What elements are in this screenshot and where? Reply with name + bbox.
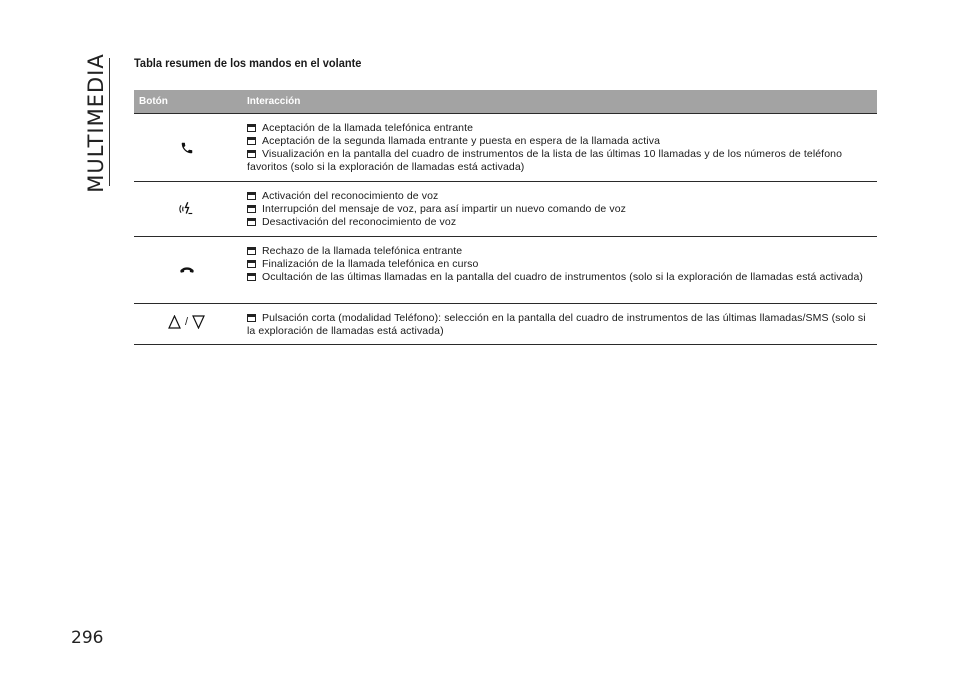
steering-controls-table xyxy=(134,90,877,345)
list-item: Rechazo de la llamada telefónica entrante xyxy=(247,245,877,258)
list-item: Aceptación de la segunda llamada entrante y puesta en espera de la llamada activa xyxy=(247,135,877,148)
bullet-icon xyxy=(247,260,256,268)
table-header-row xyxy=(134,90,877,114)
button-cell xyxy=(134,237,239,304)
list-item: Pulsación corta (modalidad Teléfono): selección en la pantalla del cuadro de instrumentos de las últimas llamadas/SMS (solo si la exploración de llamadas está activada) xyxy=(247,312,866,337)
arrow-up-down-icons xyxy=(168,315,205,329)
interaction-cell xyxy=(239,182,877,237)
bullet-icon xyxy=(247,273,256,281)
header-button: Botón xyxy=(134,90,239,114)
table-row xyxy=(134,114,877,182)
bullet-icon xyxy=(247,124,256,132)
button-cell xyxy=(134,114,239,182)
bullet-icon xyxy=(247,137,256,145)
section-title-vertical xyxy=(84,53,108,193)
list-item: Aceptación de la llamada telefónica entrante xyxy=(247,122,877,135)
phone-hangup-icon xyxy=(135,264,238,276)
table-title: Tabla resumen de los mandos en el volante xyxy=(134,56,362,70)
header-interaction: Interacción xyxy=(239,90,877,114)
bullet-icon xyxy=(247,314,256,322)
interaction-cell xyxy=(239,304,877,345)
interaction-cell xyxy=(239,237,877,304)
page-number: 296 xyxy=(71,628,104,648)
table-row xyxy=(134,237,877,304)
list-item: Finalización de la llamada telefónica en curso xyxy=(247,258,877,271)
bullet-icon xyxy=(247,218,256,226)
list-item: Visualización en la pantalla del cuadro de instrumentos de la lista de las últimas 10 llamadas y de los números de teléfono favoritos (solo si la exploración de llamadas está activada) xyxy=(247,148,843,173)
bullet-icon xyxy=(247,205,256,213)
bullet-icon xyxy=(247,247,256,255)
button-cell xyxy=(134,304,239,345)
table-row xyxy=(134,304,877,345)
bullet-icon xyxy=(247,150,256,158)
arrow-down-icon xyxy=(192,315,205,329)
arrow-up-icon xyxy=(168,315,181,329)
list-item: Activación del reconocimiento de voz xyxy=(247,190,877,203)
section-title-text: MULTIMEDIA xyxy=(84,53,108,193)
list-item: Interrupción del mensaje de voz, para así impartir un nuevo comando de voz xyxy=(247,203,877,216)
section-divider xyxy=(109,58,110,186)
list-item: Desactivación del reconocimiento de voz xyxy=(247,216,877,229)
table-row xyxy=(134,182,877,237)
list-item: Ocultación de las últimas llamadas en la pantalla del cuadro de instrumentos (solo si la exploración de llamadas está activada) xyxy=(247,271,877,284)
button-cell xyxy=(134,182,239,237)
icon-separator: / xyxy=(184,315,189,328)
bullet-icon xyxy=(247,192,256,200)
interaction-cell xyxy=(239,114,877,182)
voice-command-icon xyxy=(135,200,238,218)
phone-answer-icon xyxy=(135,141,238,155)
